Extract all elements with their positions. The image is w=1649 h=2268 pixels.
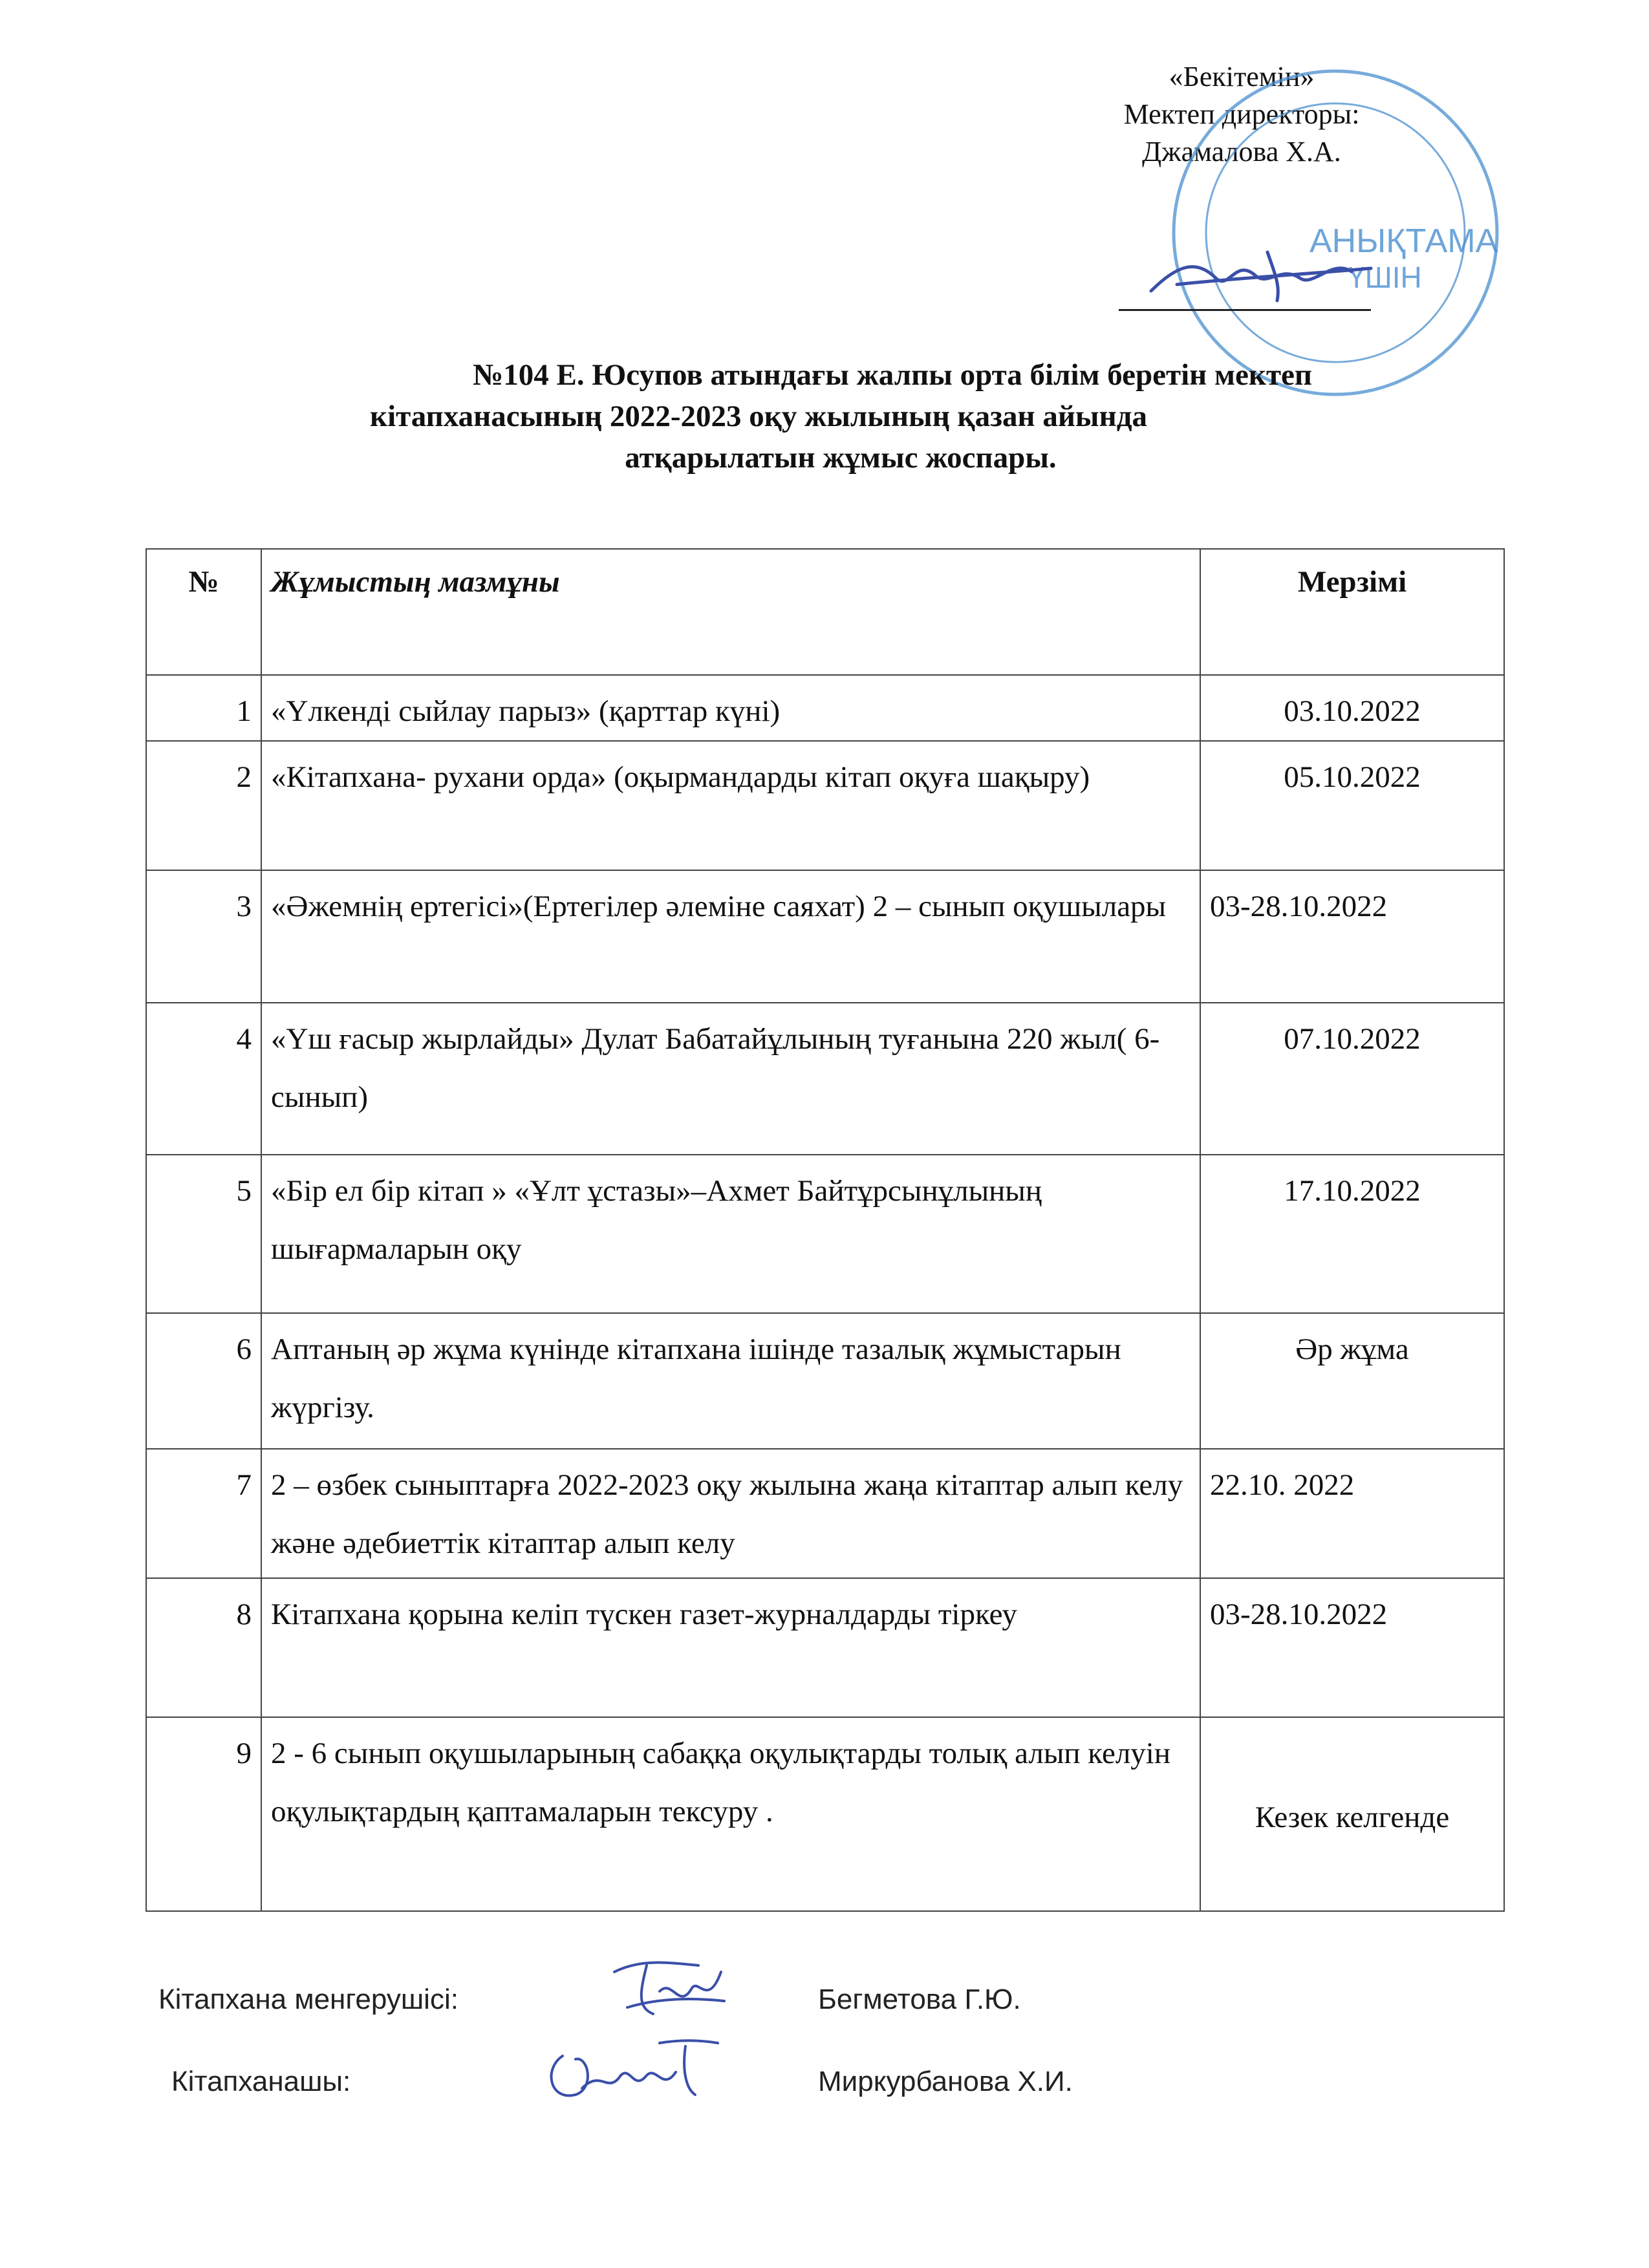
document-title bbox=[194, 354, 1487, 478]
row-date: 03-28.10.2022 bbox=[1200, 1578, 1504, 1717]
director-signature-icon bbox=[1138, 239, 1384, 310]
row-num: 5 bbox=[146, 1155, 261, 1313]
table-row bbox=[146, 675, 1504, 741]
row-date: Кезек келгенде bbox=[1200, 1717, 1504, 1911]
row-num: 9 bbox=[146, 1717, 261, 1911]
approval-heading: «Бекітемін» bbox=[1169, 61, 1315, 92]
approval-position: Мектеп директоры: bbox=[1123, 98, 1360, 130]
row-content: «Үш ғасыр жырлайды» Дулат Бабатайұлының туғанына 220 жыл( 6- сынып) bbox=[261, 1003, 1200, 1155]
table-row bbox=[146, 1578, 1504, 1717]
title-line-3: атқарылатын жұмыс жоспары. bbox=[625, 441, 1057, 475]
row-date: 03-28.10.2022 bbox=[1200, 870, 1504, 1003]
row-num: 2 bbox=[146, 741, 261, 870]
header-num: № bbox=[146, 549, 261, 675]
row-date: 22.10. 2022 bbox=[1200, 1449, 1504, 1578]
librarian-name: Миркурбанова Х.И. bbox=[818, 2066, 1073, 2097]
table-row bbox=[146, 741, 1504, 870]
row-num: 4 bbox=[146, 1003, 261, 1155]
svg-text:АНЫҚТАМА: АНЫҚТАМА bbox=[1310, 222, 1498, 260]
row-content: «Кітапхана- рухани орда» (оқырмандарды кітап оқуға шақыру) bbox=[261, 741, 1200, 870]
table-row bbox=[146, 1449, 1504, 1578]
table-row bbox=[146, 1155, 1504, 1313]
signature-line bbox=[1119, 309, 1371, 311]
row-date: 17.10.2022 bbox=[1200, 1155, 1504, 1313]
table-row bbox=[146, 1313, 1504, 1449]
header-date: Мерзімі bbox=[1200, 549, 1504, 675]
header-content: Жұмыстың мазмұны bbox=[261, 549, 1200, 675]
table-row bbox=[146, 1003, 1504, 1155]
row-num: 6 bbox=[146, 1313, 261, 1449]
head-librarian-role: Кітапхана менгерушісі: bbox=[158, 1984, 458, 2015]
work-plan-table bbox=[146, 548, 1505, 1912]
head-librarian-signature-icon bbox=[601, 1952, 731, 2024]
row-content: «Әжемнің ертегісі»(Ертегілер әлеміне саяхат) 2 – сынып оқушылары bbox=[261, 870, 1200, 1003]
svg-text:ҮШІН: ҮШІН bbox=[1348, 261, 1422, 294]
row-content: «Үлкенді сыйлау парыз» (қарттар күні) bbox=[261, 675, 1200, 741]
row-date: 05.10.2022 bbox=[1200, 741, 1504, 870]
table-row bbox=[146, 1717, 1504, 1911]
librarian-signature-icon bbox=[537, 2030, 724, 2114]
row-content: 2 - 6 сынып оқушыларының сабаққа оқулықтарды толық алып келуін оқулықтардың қаптамаларын тексуру . bbox=[261, 1717, 1200, 1911]
row-num: 3 bbox=[146, 870, 261, 1003]
row-date: 07.10.2022 bbox=[1200, 1003, 1504, 1155]
row-num: 8 bbox=[146, 1578, 261, 1717]
head-librarian-name: Бегметова Г.Ю. bbox=[818, 1984, 1021, 2015]
row-content: 2 – өзбек сыныптарға 2022-2023 оқу жылына жаңа кітаптар алып келу және әдебиеттік кітаптар алып келу bbox=[261, 1449, 1200, 1578]
title-line-1: №104 Е. Юсупов атындағы жалпы орта білім беретін мектеп bbox=[472, 358, 1312, 392]
row-content: «Бір ел бір кітап » «Ұлт ұстазы»–Ахмет Байтұрсынұлының шығармаларын оқу bbox=[261, 1155, 1200, 1313]
title-line-2: кітапханасының 2022-2023 оқу жылының қазан айында bbox=[370, 400, 1147, 433]
approval-director-name: Джамалова Х.А. bbox=[1142, 136, 1341, 167]
table-header-row bbox=[146, 549, 1504, 675]
librarian-role: Кітапханашы: bbox=[171, 2066, 351, 2097]
row-content: Кітапхана қорына келіп түскен газет-журналдарды тіркеу bbox=[261, 1578, 1200, 1717]
row-num: 1 bbox=[146, 675, 261, 741]
row-date: Әр жұма bbox=[1200, 1313, 1504, 1449]
row-content: Аптаның әр жұма күнінде кітапхана ішінде тазалық жұмыстарын жүргізу. bbox=[261, 1313, 1200, 1449]
table-row bbox=[146, 870, 1504, 1003]
row-date: 03.10.2022 bbox=[1200, 675, 1504, 741]
row-num: 7 bbox=[146, 1449, 261, 1578]
